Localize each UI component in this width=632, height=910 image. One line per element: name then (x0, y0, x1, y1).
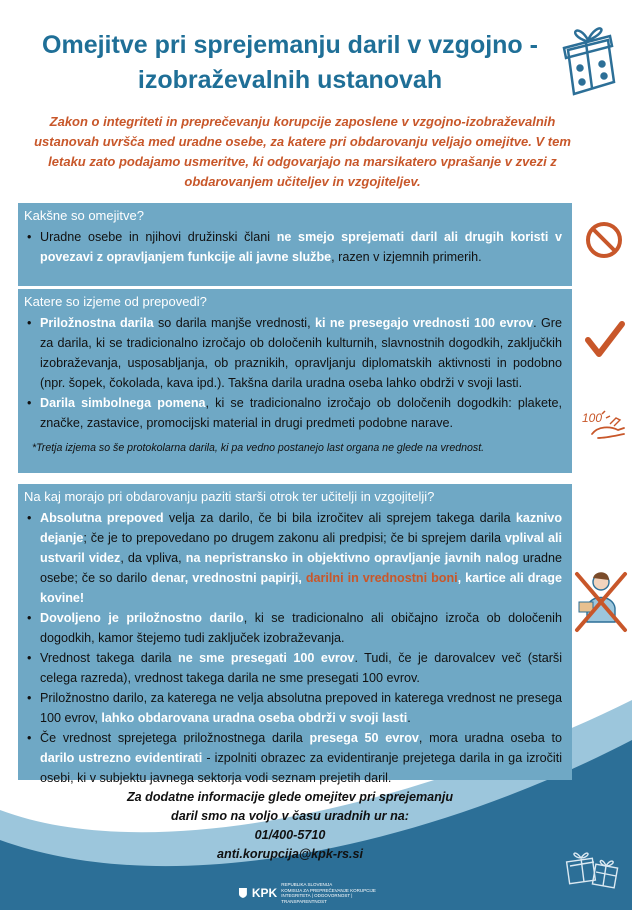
contact-info (70, 788, 510, 864)
page-title (10, 28, 570, 98)
section-heading: Na kaj morajo pri obdarovanju paziti starši otrok ter učitelji in vzgojitelji? (24, 489, 435, 504)
list-item: • Priložnostna darila so darila manjše vrednosti, ki ne presegajo vrednosti 100 evrov. Gre za darila, ki se tradicionalno izročajo ob določenih kulturnih, slavnostnih dogodkih, zaključkih izobraževanja, usposabljanja, ob praznikih, opravljanju diplomatskih aktivnosti in podobno (npr. šopek, čokolada, kava ipd.). Takšna darila uradna oseba lahko obdrži v svoji lasti. (24, 313, 562, 393)
section-restrictions (18, 203, 572, 286)
contact-line-2: daril smo na voljo v času uradnih ur na: (171, 809, 409, 823)
gift-icon (558, 18, 620, 104)
prohibited-icon (584, 220, 624, 260)
list-item: • Absolutna prepoved velja za darilo, če bi bila izročitev ali sprejem takega darila kaznivo dejanje; če je to prepovedano po drugem zakonu ali predpisi; če bi sprejem darila vplival ali ustvaril videz, da vpliva, na nepristransko in objektivno opravljanje javnih nalog uradne osebe; če so darilo denar, vrednostni papirji, darilni in vrednostni boni, kartice ali drage kovine! (24, 508, 562, 608)
list-item: • Priložnostno darilo, za katerega ne velja absolutna prepoved in katerega vrednost ne presega 100 evrov, lahko obdarovana uradna oseba obdrži v svoji lasti. (24, 688, 562, 728)
kpk-logo (238, 882, 398, 904)
title-line-2: izobraževalnih ustanovah (137, 66, 443, 94)
title-line-1: Omejitve pri sprejemanju daril v vzgojno - (42, 31, 538, 59)
section-exceptions (18, 289, 572, 473)
section-guidance (18, 484, 572, 785)
gifts-outline-icon (562, 836, 624, 896)
footnote: *Tretja izjema so še protokolarna darila, ki pa vedno postanejo last organa ne glede na vrednost. (32, 442, 485, 454)
kpk-subtitle: REPUBLIKA SLOVENIJA KOMISIJA ZA PREPREČEVANJE KORUPCIJE INTEGRITETA | ODGOVORNOST | TRANSPARENTNOST (281, 882, 376, 904)
contact-line-1: Za dodatne informacije glede omejitev pri sprejemanju (126, 790, 454, 804)
list-item: • Darila simbolnega pomena, ki se tradicionalno izročajo ob določenih dogodkih: plakete, značke, zastavice, promocijski material in drugi predmeti podobne narave. (24, 393, 562, 433)
contact-email[interactable]: anti.korupcija@kpk-rs.si (217, 847, 363, 861)
crossed-teacher-icon (573, 568, 629, 634)
section-heading: Kakšne so omejitve? (24, 208, 144, 223)
money-hand-icon (580, 404, 628, 444)
list-item: • Uradne osebe in njihovi družinski člani ne smejo sprejemati daril ali drugih koristi v povezavi z opravljanjem funkcije ali javne službe, razen v izjemnih primerih. (24, 227, 562, 267)
list-item: • Če vrednost sprejetega priložnostnega darila presega 50 evrov, mora uradna oseba to darilo ustrezno evidentirati - izpolniti obrazec za evidentiranje prejetega darila in ga izročiti osebi, ki v subjektu javnega sektorja vodi seznam prejetih daril. (24, 728, 562, 788)
intro-text: Zakon o integriteti in preprečevanju korupcije zaposlene v vzgojno-izobraževalnih ustanovah uvršča med uradne osebe, za katere pri obdarovanju veljajo omejitve. V tem letaku zato podajamo usmeritve, ki odgovarjajo na marsikatero vprašanje v zvezi z obdarovanjem učiteljev in vzgojiteljev. (34, 114, 571, 189)
kpk-wordmark: KPK (251, 886, 278, 900)
list-item: • Vrednost takega darila ne sme presegati 100 evrov. Tudi, če je darovalcev več (starši celega razreda), vrednost takega darila ne sme presegati 100 evrov. (24, 648, 562, 688)
contact-phone: 01/400-5710 (254, 828, 326, 842)
section-heading: Katere so izjeme od prepovedi? (24, 294, 207, 309)
list-item: • Dovoljeno je priložnostno darilo, ki se tradicionalno ali običajno izroča ob določenih dogodkih, kamor štejemo tudi zaključek izobraževanja. (24, 608, 562, 648)
crest-icon (238, 887, 248, 899)
checkmark-icon (584, 320, 626, 360)
svg-text:100: 100 (582, 411, 603, 425)
